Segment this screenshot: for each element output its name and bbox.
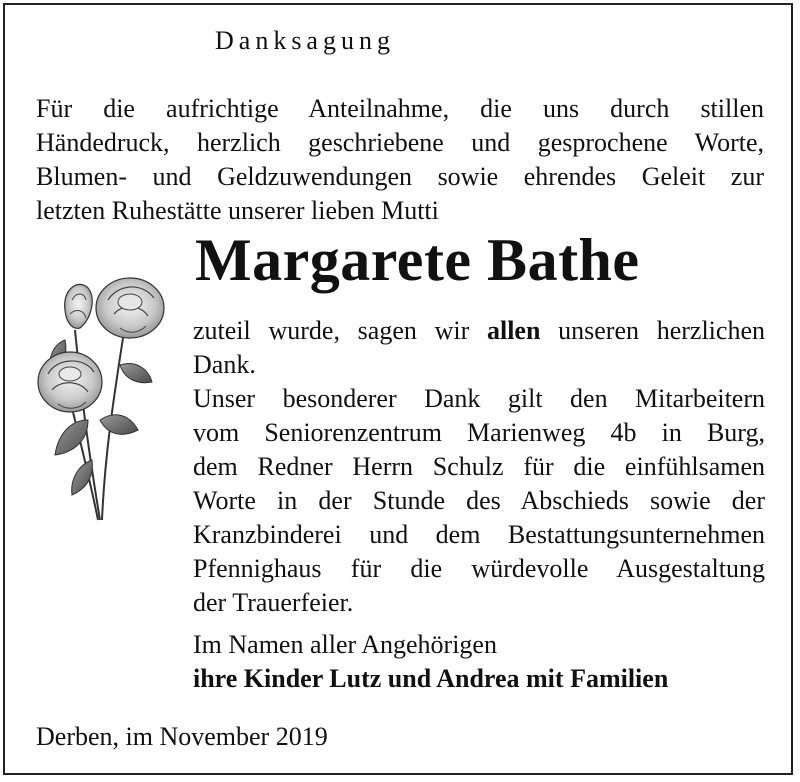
special-thanks-line: Worte in der Stunde des Abschieds sowie der [193, 486, 765, 515]
intro-line: letzten Ruhestätte unserer lieben Mutti [36, 196, 439, 225]
family-signature: ihre Kinder Lutz und Andrea mit Familien [193, 664, 669, 693]
special-thanks-line: Kranzbinderei und dem Bestattungsunternehmen [193, 520, 765, 549]
special-thanks-line: vom Seniorenzentrum Marienweg 4b in Burg, [193, 418, 765, 447]
special-thanks-line: dem Redner Herrn Schulz für die einfühlsamen [193, 452, 765, 481]
deceased-name: Margarete Bathe [195, 227, 640, 293]
closing-block [193, 628, 668, 696]
special-thanks-line: Unser besonderer Dank gilt den Mitarbeitern [193, 384, 765, 413]
place-date: Derben, im November 2019 [36, 722, 328, 751]
thanks-text-before: zuteil wurde, sagen wir [193, 316, 487, 345]
intro-line: Für die aufrichtige Anteilnahme, die uns durch stillen [36, 94, 764, 123]
thanks-line [193, 314, 765, 348]
thanks-text-after: unseren herzlichen [540, 316, 765, 345]
intro-line: Händedruck, herzlich geschriebene und gesprochene Worte, [36, 128, 764, 157]
intro-paragraph [36, 92, 764, 228]
thanks-paragraph [193, 314, 765, 620]
thanks-line: Dank. [193, 350, 256, 379]
roses-icon [30, 270, 175, 530]
thanks-text-bold: allen [486, 316, 541, 345]
special-thanks-line: Pfennighaus für die würdevolle Ausgestaltung [193, 554, 765, 583]
on-behalf-line: Im Namen aller Angehörigen [193, 630, 497, 659]
heading: Danksagung [215, 26, 395, 55]
special-thanks-line: der Trauerfeier. [193, 588, 354, 617]
intro-line: Blumen- und Geldzuwendungen sowie ehrendes Geleit zur [36, 162, 764, 191]
